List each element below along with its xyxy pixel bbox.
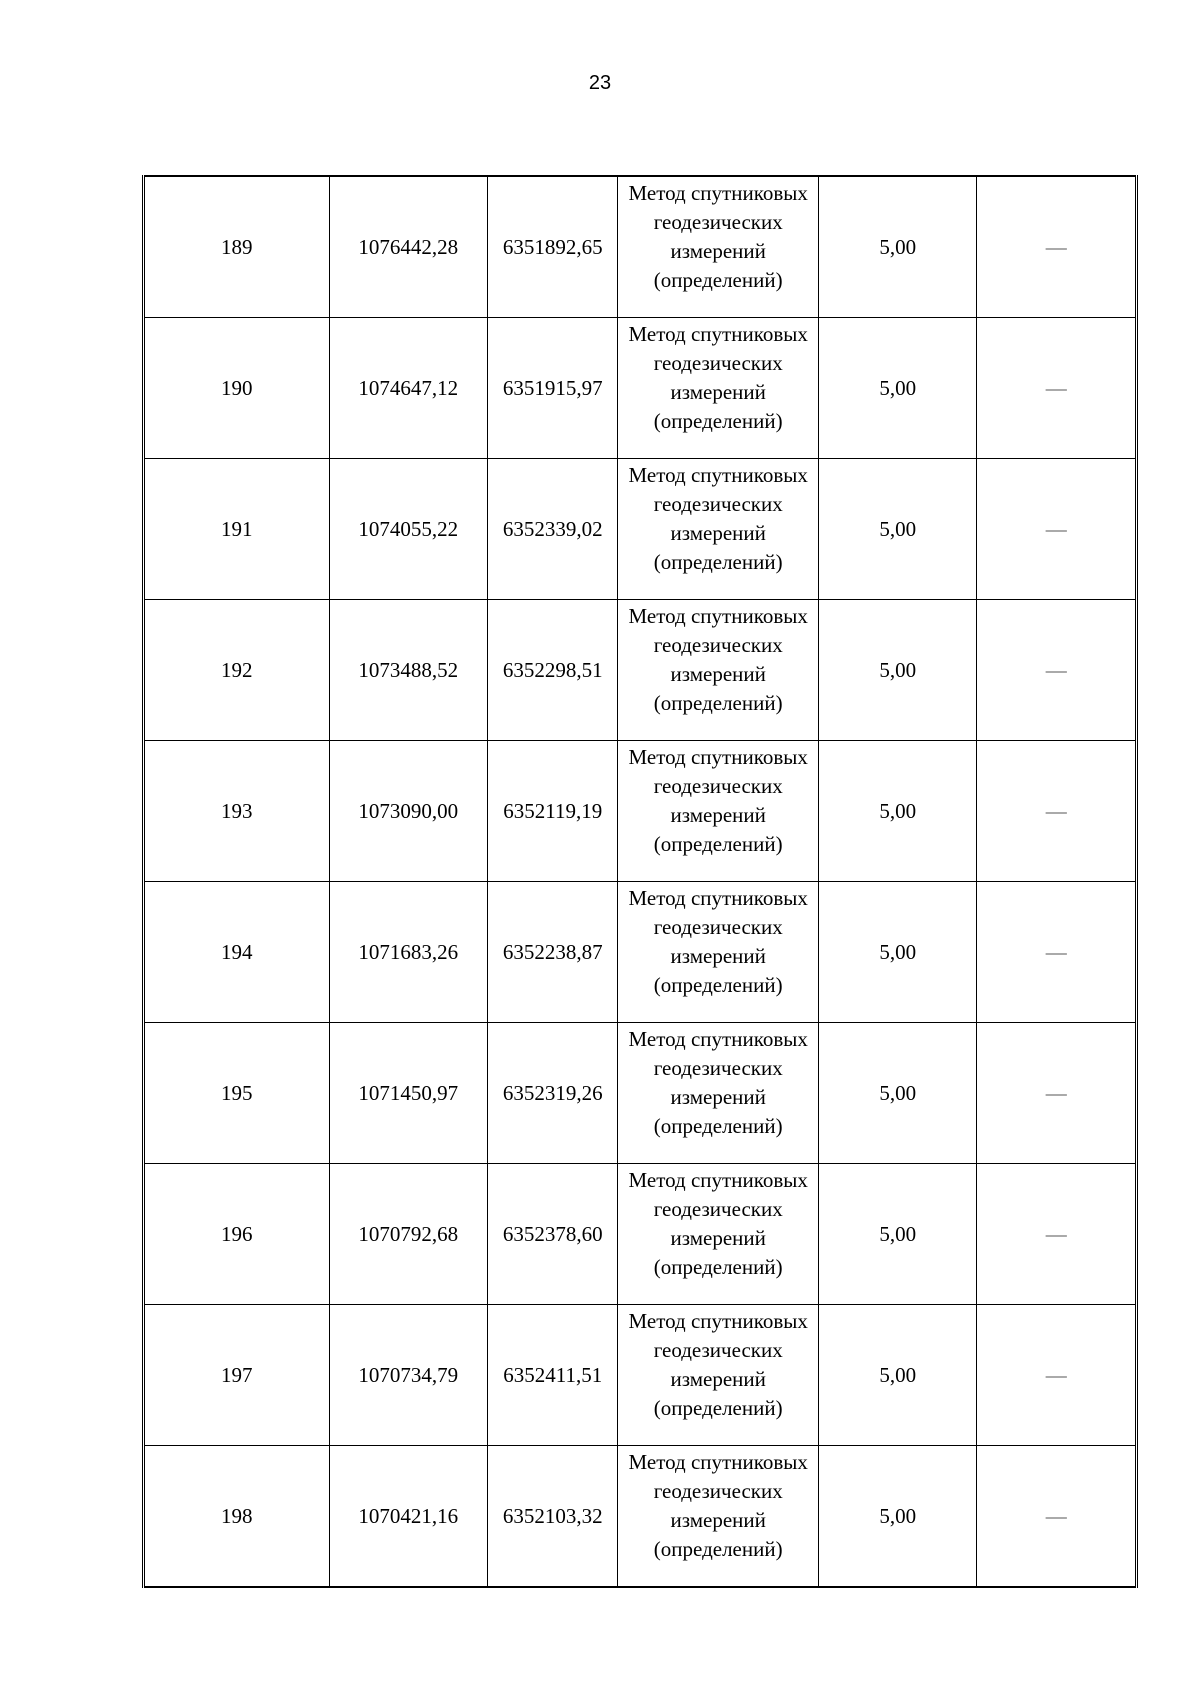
method-text: Метод спутниковых геодезических измерений (определений) [628,1450,808,1561]
x-coordinate-cell [329,1305,487,1446]
method-cell [618,176,819,318]
note-cell [977,741,1137,882]
note-text: — [1045,798,1067,823]
point-number-cell [144,1446,330,1588]
method-text: Метод спутниковых геодезических измерений (определений) [628,604,808,715]
method-cell [618,318,819,459]
point-number-text: 198 [221,1503,253,1528]
table-row [144,1446,1137,1588]
y-coordinate-text: 6352298,51 [502,657,603,682]
note-text: — [1045,516,1067,541]
note-cell [977,176,1137,318]
y-coordinate-cell [488,1305,618,1446]
accuracy-text: 5,00 [879,516,917,541]
point-number-cell [144,1164,330,1305]
point-number-cell [144,882,330,1023]
x-coordinate-text: 1071450,97 [358,1080,459,1105]
accuracy-text: 5,00 [879,375,917,400]
x-coordinate-cell [329,1023,487,1164]
y-coordinate-text: 6351915,97 [502,375,603,400]
point-number-cell [144,176,330,318]
note-text: — [1045,1503,1067,1528]
method-cell [618,1164,819,1305]
table-row [144,882,1137,1023]
accuracy-cell [819,318,977,459]
y-coordinate-cell [488,1446,618,1588]
y-coordinate-text: 6351892,65 [502,234,603,259]
accuracy-text: 5,00 [879,939,917,964]
y-coordinate-cell [488,176,618,318]
accuracy-cell [819,741,977,882]
table-row [144,741,1137,882]
accuracy-cell [819,1305,977,1446]
x-coordinate-text: 1073488,52 [358,657,459,682]
y-coordinate-text: 6352103,32 [502,1503,603,1528]
y-coordinate-text: 6352238,87 [502,939,603,964]
point-number-text: 196 [221,1221,253,1246]
point-number-text: 194 [221,939,253,964]
table-row [144,600,1137,741]
table-row [144,1023,1137,1164]
accuracy-cell [819,1023,977,1164]
method-text: Метод спутниковых геодезических измерений (определений) [628,1309,808,1420]
x-coordinate-text: 1073090,00 [358,798,459,823]
y-coordinate-text: 6352411,51 [503,1362,603,1387]
table-row [144,176,1137,318]
table-row [144,459,1137,600]
method-cell [618,600,819,741]
method-text: Метод спутниковых геодезических измерений (определений) [628,463,808,574]
y-coordinate-cell [488,459,618,600]
point-number-text: 195 [221,1080,253,1105]
accuracy-cell [819,882,977,1023]
x-coordinate-cell [329,459,487,600]
accuracy-cell [819,459,977,600]
point-number-text: 197 [221,1362,253,1387]
x-coordinate-text: 1074055,22 [358,516,459,541]
note-text: — [1045,1362,1067,1387]
point-number-cell [144,459,330,600]
note-text: — [1045,657,1067,682]
note-cell [977,600,1137,741]
accuracy-text: 5,00 [879,234,917,259]
y-coordinate-cell [488,1164,618,1305]
method-cell [618,1023,819,1164]
method-cell [618,459,819,600]
x-coordinate-cell [329,1446,487,1588]
point-number-text: 193 [221,798,253,823]
accuracy-text: 5,00 [879,1503,917,1528]
x-coordinate-cell [329,600,487,741]
method-cell [618,741,819,882]
accuracy-cell [819,1446,977,1588]
point-number-cell [144,318,330,459]
point-number-cell [144,600,330,741]
accuracy-text: 5,00 [879,798,917,823]
method-text: Метод спутниковых геодезических измерений (определений) [628,745,808,856]
accuracy-text: 5,00 [879,1362,917,1387]
y-coordinate-cell [488,882,618,1023]
x-coordinate-cell [329,318,487,459]
y-coordinate-text: 6352119,19 [503,798,603,823]
point-number-cell [144,1305,330,1446]
method-text: Метод спутниковых геодезических измерений (определений) [628,1168,808,1279]
y-coordinate-text: 6352378,60 [502,1221,603,1246]
x-coordinate-cell [329,1164,487,1305]
note-cell [977,459,1137,600]
note-text: — [1045,375,1067,400]
method-text: Метод спутниковых геодезических измерений (определений) [628,886,808,997]
accuracy-text: 5,00 [879,1221,917,1246]
note-text: — [1045,1221,1067,1246]
method-cell [618,882,819,1023]
accuracy-cell [819,176,977,318]
point-number-text: 191 [221,516,253,541]
y-coordinate-cell [488,1023,618,1164]
accuracy-text: 5,00 [879,657,917,682]
table-row [144,318,1137,459]
point-number-text: 190 [221,375,253,400]
y-coordinate-text: 6352339,02 [502,516,603,541]
x-coordinate-text: 1076442,28 [358,234,459,259]
accuracy-cell [819,600,977,741]
method-text: Метод спутниковых геодезических измерений (определений) [628,322,808,433]
y-coordinate-cell [488,741,618,882]
coordinates-table [142,175,1138,1588]
accuracy-text: 5,00 [879,1080,917,1105]
table-body [144,176,1137,1587]
point-number-text: 192 [221,657,253,682]
table-row [144,1305,1137,1446]
note-cell [977,1023,1137,1164]
note-text: — [1045,1080,1067,1105]
x-coordinate-text: 1071683,26 [358,939,459,964]
y-coordinate-cell [488,318,618,459]
method-cell [618,1305,819,1446]
note-cell [977,882,1137,1023]
note-text: — [1045,939,1067,964]
note-cell [977,318,1137,459]
y-coordinate-cell [488,600,618,741]
y-coordinate-text: 6352319,26 [502,1080,603,1105]
x-coordinate-cell [329,882,487,1023]
x-coordinate-text: 1070421,16 [358,1503,459,1528]
point-number-text: 189 [221,234,253,259]
point-number-cell [144,741,330,882]
x-coordinate-text: 1074647,12 [358,375,459,400]
x-coordinate-cell [329,741,487,882]
method-text: Метод спутниковых геодезических измерений (определений) [628,1027,808,1138]
note-cell [977,1446,1137,1588]
table-row [144,1164,1137,1305]
note-text: — [1045,234,1067,259]
point-number-cell [144,1023,330,1164]
x-coordinate-text: 1070792,68 [358,1221,459,1246]
method-text: Метод спутниковых геодезических измерений (определений) [628,181,808,292]
page-number: 23 [588,72,612,94]
note-cell [977,1164,1137,1305]
x-coordinate-cell [329,176,487,318]
accuracy-cell [819,1164,977,1305]
method-cell [618,1446,819,1588]
x-coordinate-text: 1070734,79 [358,1362,459,1387]
note-cell [977,1305,1137,1446]
